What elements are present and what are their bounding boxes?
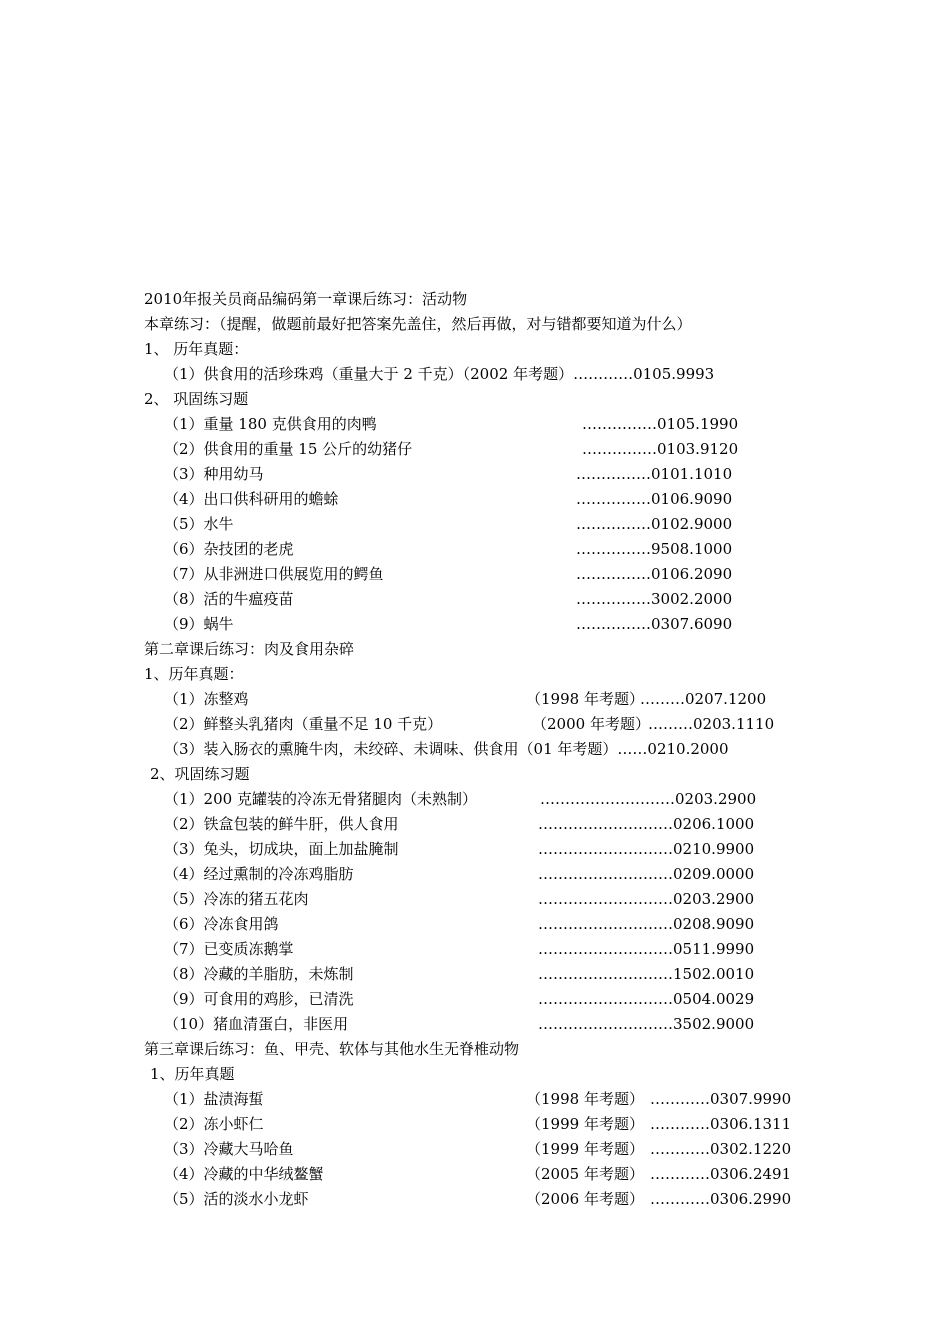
item-text: （2）冻小虾仁	[164, 1115, 264, 1133]
ch1-past-item	[164, 364, 714, 384]
item-code: ……………9508.1000	[576, 540, 733, 558]
item-code: ………0207.1200	[640, 690, 767, 708]
ch2-drill-item	[164, 889, 755, 909]
item-code: ……………0102.9000	[576, 515, 733, 533]
item-code: ……………0106.9090	[576, 490, 733, 508]
intro-note: 本章练习：（提醒，做题前最好把答案先盖住，然后再做，对与错都要知道为什么）	[144, 315, 692, 333]
item-text: （7）已变质冻鹅掌	[164, 940, 294, 958]
item-code: ………………………3502.9000	[538, 1015, 755, 1033]
item-text: （2）铁盒包装的鲜牛肝，供人食用	[164, 815, 399, 833]
item-code: ………………………0208.9090	[538, 915, 755, 933]
item-text: （8）冷藏的羊脂肪，未炼制	[164, 965, 354, 983]
item-text: （4）冷藏的中华绒鳌蟹	[164, 1165, 324, 1183]
item-text: （5）冷冻的猪五花肉	[164, 890, 309, 908]
item-text: （4）经过熏制的冷冻鸡脂肪	[164, 865, 354, 883]
item-text: （1）盐渍海蜇	[164, 1090, 264, 1108]
item-text: （1）供食用的活珍珠鸡（重量大于 2 千克）（2002 年考题）	[164, 365, 574, 383]
item-text: （5）水牛	[164, 515, 234, 533]
item-text: （6）杂技团的老虎	[164, 540, 294, 558]
item-text: （6）冷冻食用鸽	[164, 915, 279, 933]
item-text: （2）供食用的重量 15 公斤的幼猪仔	[164, 440, 413, 458]
ch3-heading: 第三章课后练习：鱼、甲壳、软体与其他水生无脊椎动物	[144, 1040, 520, 1058]
item-code: ………………………0210.9900	[538, 840, 755, 858]
item-code: ………………………0203.2900	[538, 890, 755, 908]
item-code: ………………………1502.0010	[538, 965, 755, 983]
item-year: （1999 年考题）	[526, 1115, 644, 1133]
ch2-past-item	[164, 739, 729, 759]
ch1-drill-item	[164, 414, 739, 434]
ch1-drill-item	[164, 514, 733, 534]
ch2-heading: 第二章课后练习：肉及食用杂碎	[144, 640, 355, 658]
ch2-drill-heading: 2、巩固练习题	[150, 765, 250, 783]
ch1-drill-item	[164, 539, 733, 559]
item-code: ……………0307.6090	[576, 615, 733, 633]
item-code: …………0302.1220	[650, 1140, 792, 1158]
item-code: ……………0101.1010	[576, 465, 733, 483]
item-year: （1998 年考题）	[526, 690, 644, 708]
ch1-drill-item	[164, 439, 739, 459]
ch3-past-item	[164, 1164, 792, 1184]
item-code: ………………………0209.0000	[538, 865, 755, 883]
item-text: （7）从非洲进口供展览用的鳄鱼	[164, 565, 384, 583]
item-year: （2006 年考题）	[526, 1190, 644, 1208]
item-year: （1998 年考题）	[526, 1090, 644, 1108]
ch1-drill-item	[164, 489, 733, 509]
ch2-drill-item	[164, 989, 755, 1009]
item-text: （9）可食用的鸡胗，已清洗	[164, 990, 354, 1008]
ch3-past-item	[164, 1089, 792, 1109]
ch3-past-item	[164, 1114, 792, 1134]
ch3-past-heading: 1、历年真题	[150, 1065, 235, 1083]
item-code: ………………………0203.2900	[540, 790, 757, 808]
item-text: （1）重量 180 克供食用的肉鸭	[164, 415, 377, 433]
item-code: ………………………0206.1000	[538, 815, 755, 833]
item-text: （3）兔头，切成块，面上加盐腌制	[164, 840, 399, 858]
ch1-past-heading: 1、 历年真题：	[144, 340, 249, 358]
item-code: …………0306.2990	[650, 1190, 792, 1208]
ch1-drill-item	[164, 464, 733, 484]
item-code: ……………0105.1990	[582, 415, 739, 433]
item-code: …………0306.1311	[650, 1115, 792, 1133]
ch2-drill-item	[164, 814, 755, 834]
item-year: （2005 年考题）	[526, 1165, 644, 1183]
item-code: ………………………0511.9990	[538, 940, 755, 958]
item-code: …………0307.9990	[650, 1090, 792, 1108]
ch3-past-item	[164, 1189, 792, 1209]
item-text: （4）出口供科研用的蟾蜍	[164, 490, 339, 508]
item-year: （1999 年考题）	[526, 1140, 644, 1158]
item-code: …………0105.9993	[573, 365, 715, 383]
item-text: （2）鲜整头乳猪肉（重量不足 10 千克）	[164, 715, 443, 733]
ch1-drill-heading: 2、 巩固练习题	[144, 390, 249, 408]
ch2-past-item	[164, 714, 775, 734]
item-code: ……………0106.2090	[576, 565, 733, 583]
ch1-drill-item	[164, 589, 733, 609]
ch2-drill-item	[164, 839, 755, 859]
ch3-past-item	[164, 1139, 792, 1159]
item-text: （5）活的淡水小龙虾	[164, 1190, 309, 1208]
ch2-past-heading: 1、历年真题：	[144, 665, 244, 683]
item-year: （2000 年考题）	[532, 715, 650, 733]
item-code: ……………3002.2000	[576, 590, 733, 608]
ch1-drill-item	[164, 564, 733, 584]
item-text: （3）冷藏大马哈鱼	[164, 1140, 294, 1158]
ch2-past-item	[164, 689, 767, 709]
item-text: （1）200 克罐装的冷冻无骨猪腿肉（未熟制）	[164, 790, 477, 808]
item-text: （10）猪血清蛋白，非医用	[164, 1015, 349, 1033]
ch2-drill-item	[164, 1014, 755, 1034]
ch2-drill-item	[164, 914, 755, 934]
item-text: （3）种用幼马	[164, 465, 264, 483]
ch2-drill-item	[164, 864, 755, 884]
ch2-drill-item	[164, 789, 757, 809]
ch1-drill-item	[164, 614, 733, 634]
item-text: （9）蜗牛	[164, 615, 234, 633]
ch2-drill-item	[164, 939, 755, 959]
item-text: （8）活的牛瘟疫苗	[164, 590, 294, 608]
item-text: （3）装入肠衣的熏腌牛肉，未绞碎、未调味、供食用（01 年考题）……0210.2000	[164, 740, 729, 758]
document-title: 2010年报关员商品编码第一章课后练习：活动物	[144, 290, 468, 308]
ch2-drill-item	[164, 964, 755, 984]
item-code: ………………………0504.0029	[538, 990, 755, 1008]
item-text: （1）冻整鸡	[164, 690, 249, 708]
item-code: …………0306.2491	[650, 1165, 792, 1183]
item-code: ………0203.1110	[648, 715, 775, 733]
item-code: ……………0103.9120	[582, 440, 739, 458]
